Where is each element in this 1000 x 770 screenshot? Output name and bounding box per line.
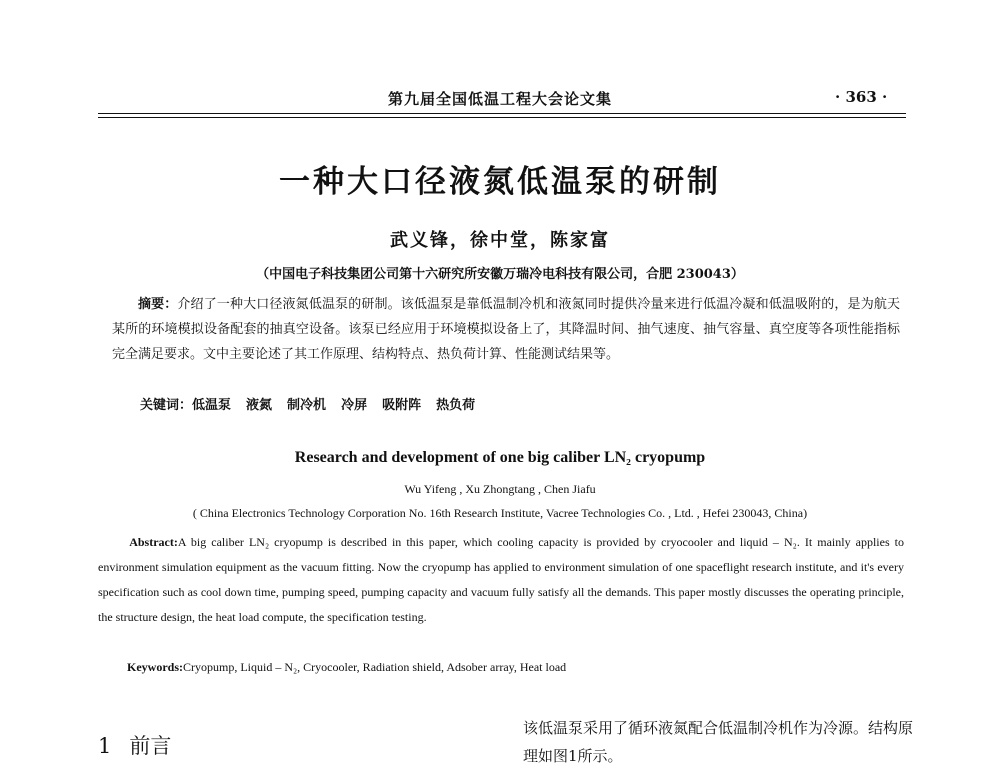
page-number: · 363 · — [835, 88, 888, 106]
authors-en: Wu Yifeng , Xu Zhongtang , Chen Jiafu — [404, 482, 596, 496]
running-header-title: 第九届全国低温工程大会论文集 — [387, 90, 612, 108]
abstract-en — [98, 530, 904, 630]
paper-title-cn: 一种大口径液氮低温泵的研制 — [279, 164, 721, 200]
keyword-cn: 制冷机 — [287, 398, 327, 413]
authors-cn: 武义锋，徐中堂，陈家富 — [390, 230, 610, 251]
affiliation-en: ( China Electronics Technology Corporation No. 16th Research Institute, Vacree Technologies Co. , Ltd. , Hefei 230043, China) — [192, 506, 808, 520]
keyword-cn: 低温泵 — [192, 398, 232, 413]
keyword-cn: 液氮 — [246, 398, 273, 413]
abstract-label-en: Abstract: — [129, 535, 178, 549]
paper-title-en: Research and development of one big caliber LN₂ cryopump — [294, 449, 706, 466]
header-rule — [98, 113, 906, 114]
section-heading — [98, 730, 171, 760]
affiliation-cn: （中国电子科技集团公司第十六研究所安徽万瑞冷电科技有限公司，合肥 230043） — [256, 267, 744, 282]
section-title: 前言 — [129, 734, 172, 758]
keywords-label-en: Keywords: — [127, 660, 183, 674]
header-rule-thin — [98, 117, 906, 118]
keywords-text-en: Cryopump, Liquid – N₂, Cryocooler, Radiation shield, Adsober array, Heat load — [183, 660, 567, 674]
abstract-label-cn: 摘要： — [138, 297, 178, 312]
abstract-cn — [112, 292, 900, 367]
keywords-en — [127, 660, 566, 675]
right-column-text: 该低温泵采用了循环液氮配合低温制冷机作为冷源。结构原理如图1所示。 — [523, 719, 914, 765]
keywords-label-cn: 关键词： — [140, 398, 193, 413]
abstract-text-en: A big caliber LN₂ cryopump is described in this paper, which cooling capacity is provided by cryocooler and liquid – N₂. It mainly applies to environment simulation equipment as the vacuum fitting. Now the cryopump has applied to environment simulation of one spaceflight research institute, and it's every specification such as cool down time, pumping speed, pumping capacity and vacuum fully satisfy all the demands. This paper mostly discusses the operating principle, the structure design, the heat load compute, the specification testing. — [98, 535, 904, 624]
abstract-text-cn: 介绍了一种大口径液氮低温泵的研制。该低温泵是靠低温制冷机和液氮同时提供冷量来进行低温冷凝和低温吸附的，是为航天某所的环境模拟设备配套的抽真空设备。该泵已经应用于环境模拟设备上了，其降温时间、抽气速度、抽气容量、真空度等各项性能指标完全满足要求。文中主要论述了其工作原理、结构特点、热负荷计算、性能测试结果等。 — [112, 297, 900, 362]
keyword-cn: 冷屏 — [341, 398, 368, 413]
section-number: 1 — [98, 734, 112, 758]
keyword-cn: 热负荷 — [436, 398, 476, 413]
keyword-cn: 吸附阵 — [382, 398, 422, 413]
keywords-cn — [140, 394, 490, 413]
